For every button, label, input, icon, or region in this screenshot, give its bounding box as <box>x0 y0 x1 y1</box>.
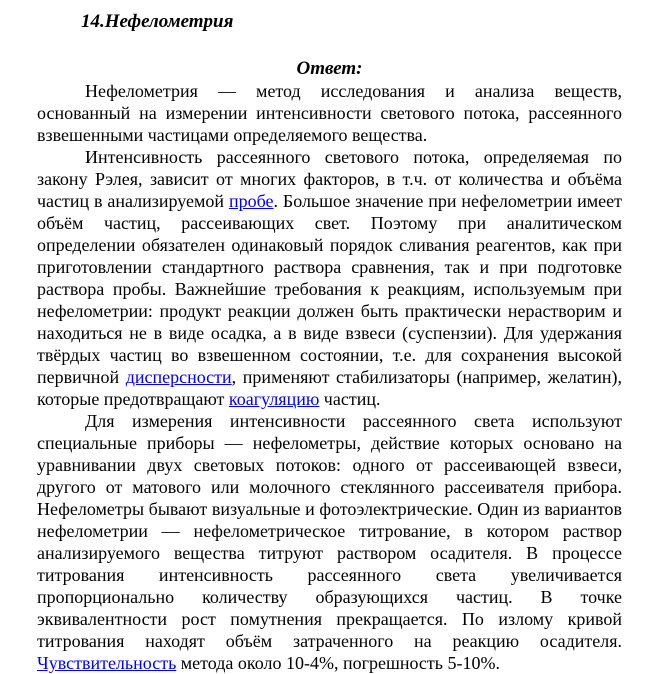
paragraph-text: , применяют стабилизаторы (например, желатин), которые предотвращают <box>37 367 622 409</box>
paragraph-text: Для измерения интенсивности рассеянного света используют специальные приборы — нефелометры, действие которых основано на уравнивании двух световых потоков: одного от рассеивающей взвеси, другого от матового или молочного стеклянного рассеивателя прибора. Нефелометры бывают визуальные и фотоэлектрические. Один из вариантов нефелометрии — нефелометрическое титрование, в котором раствор анализируемого вещества титруют раствором осадителя. В процессе титрования интенсивность рассеянного света увеличивается пропорционально количеству образующихся частиц. В точке эквивалентности рост помутнения прекращается. По излому кривой титрования находят объём затраченного на реакцию осадителя. <box>37 411 622 651</box>
paragraph-text: . Большое значение при нефелометрии имеет объём частиц, рассеивающих свет. Поэтому при аналитическом определении обязателен одинаковый порядок сливания реагентов, как при приготовлении стандартного раствора сравнения, так и при подготовке раствора пробы. Важнейшие требования к реакциям, используемым при нефелометрии: продукт реакции должен быть практически нерастворим и находиться не в виде осадка, а в виде взвеси (суспензии). Для удержания твёрдых частиц во взвешенном состоянии, т.е. для сохранения высокой первичной <box>37 191 622 387</box>
document-page <box>37 10 622 674</box>
paragraph-instruments <box>37 410 622 674</box>
paragraph-text: частиц. <box>319 389 381 409</box>
paragraph-text: Интенсивность рассеянного светового потока, определяемая по закону Рэлея, зависит от многих факторов, в т.ч. от количества и объёма частиц в анализируемой <box>37 147 622 211</box>
paragraph-intensity <box>37 146 622 410</box>
link-dispersity[interactable]: дисперсности <box>125 367 232 387</box>
section-heading: 14.Нефелометрия <box>81 11 234 32</box>
paragraph-definition <box>37 80 622 146</box>
answer-label: Ответ: <box>296 58 363 79</box>
link-sample[interactable]: пробе <box>228 191 274 211</box>
link-coagulation[interactable]: коагуляцию <box>228 389 320 409</box>
paragraph-text: Нефелометрия — метод исследования и анализа веществ, основанный на измерении интенсивности светового потока, рассеянного взвешенными частицами определяемого вещества. <box>37 81 622 145</box>
paragraph-text: метода около 10-4%, погрешность 5-10%. <box>176 653 500 673</box>
link-sensitivity[interactable]: Чувствительность <box>37 653 177 673</box>
